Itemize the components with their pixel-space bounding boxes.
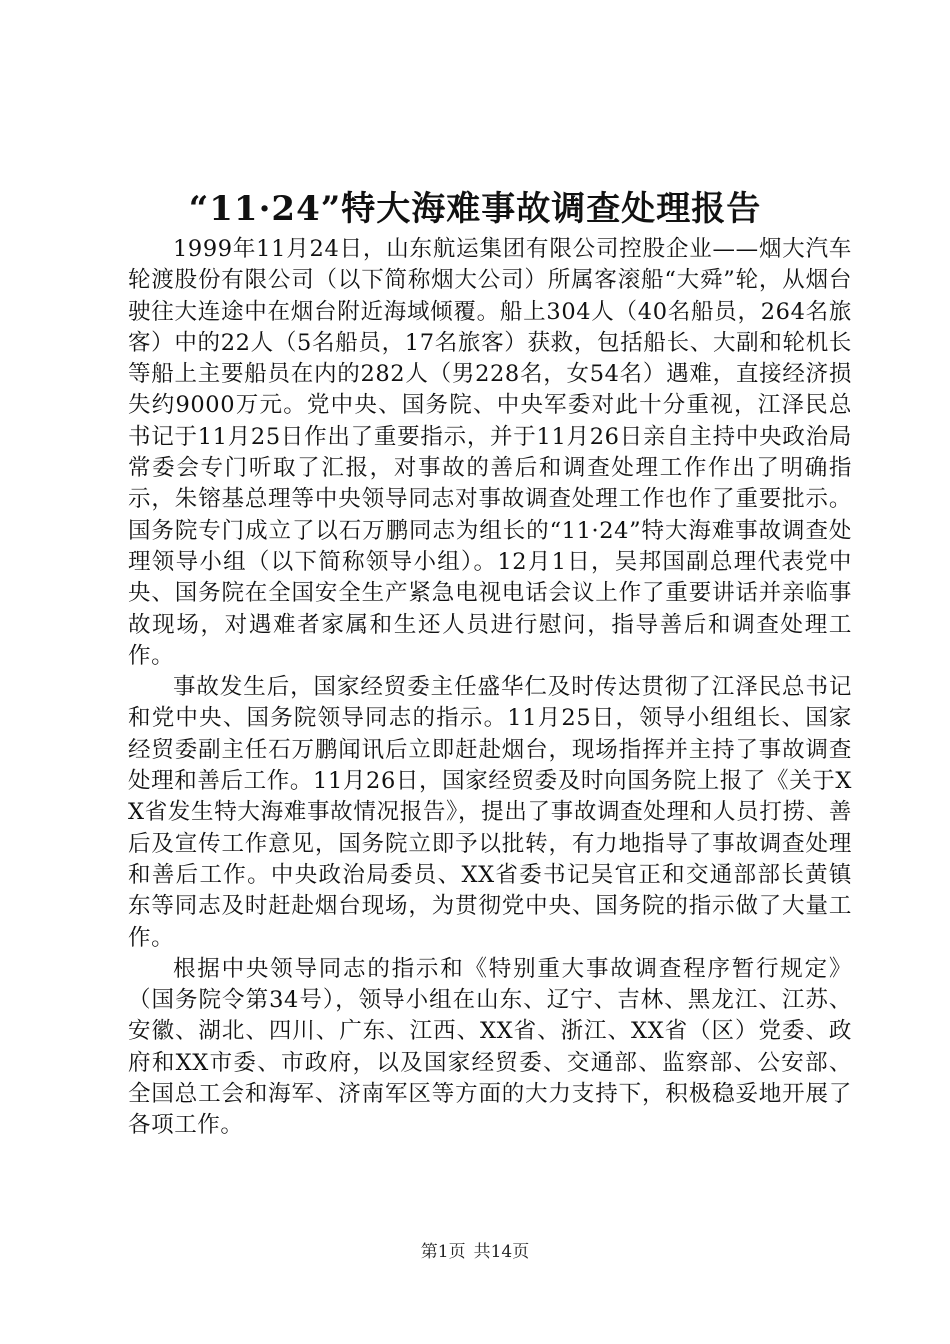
total-pages: 共14页: [473, 1242, 530, 1262]
document-title: “11·24”特大海难事故调查处理报告: [188, 189, 762, 229]
page-footer: [0, 1240, 950, 1264]
document-body: [128, 234, 852, 1142]
paragraph-2: 事故发生后，国家经贸委主任盛华仁及时传达贯彻了江泽民总书记和党中央、国务院领导同志的指示。11月25日，领导小组组长、国家经贸委副主任石万鹏闻讯后立即赶赴烟台，现场指挥并主持了事故调查处理和善后工作。11月26日，国家经贸委及时向国务院上报了《关于XX省发生特大海难事故情况报告》，提出了事故调查处理和人员打捞、善后及宣传工作意见，国务院立即予以批转，有力地指导了事故调查处理和善后工作。中央政治局委员、XX省委书记吴官正和交通部部长黄镇东等同志及时赶赴烟台现场，为贯彻党中央、国务院的指示做了大量工作。: [128, 674, 852, 951]
page-number: 第1页: [420, 1242, 466, 1262]
paragraph-1: 1999年11月24日，山东航运集团有限公司控股企业——烟大汽车轮渡股份有限公司（以下简称烟大公司）所属客滚船“大舜”轮，从烟台驶往大连途中在烟台附近海域倾覆。船上304人（40名船员，264名旅客）中的22人（5名船员，17名旅客）获救，包括船长、大副和轮机长等船上主要船员在内的282人（男228名，女54名）遇难，直接经济损失约9000万元。党中央、国务院、中央军委对此十分重视，江泽民总书记于11月25日作出了重要指示，并于11月26日亲自主持中央政治局常委会专门听取了汇报，对事故的善后和调查处理工作作出了明确指示，朱镕基总理等中央领导同志对事故调查处理工作也作了重要批示。国务院专门成立了以石万鹏同志为组长的“11·24”特大海难事故调查处理领导小组（以下简称领导小组）。12月1日，吴邦国副总理代表党中央、国务院在全国安全生产紧急电视电话会议上作了重要讲话并亲临事故现场，对遇难者家属和生还人员进行慰问，指导善后和调查处理工作。: [128, 236, 852, 669]
paragraph-3: 根据中央领导同志的指示和《特别重大事故调查程序暂行规定》（国务院令第34号），领导小组在山东、辽宁、吉林、黑龙江、江苏、安徽、湖北、四川、广东、江西、XX省、浙江、XX省（区）党委、政府和XX市委、市政府，以及国家经贸委、交通部、监察部、公安部、全国总工会和海军、济南军区等方面的大力支持下，积极稳妥地开展了各项工作。: [128, 955, 852, 1139]
